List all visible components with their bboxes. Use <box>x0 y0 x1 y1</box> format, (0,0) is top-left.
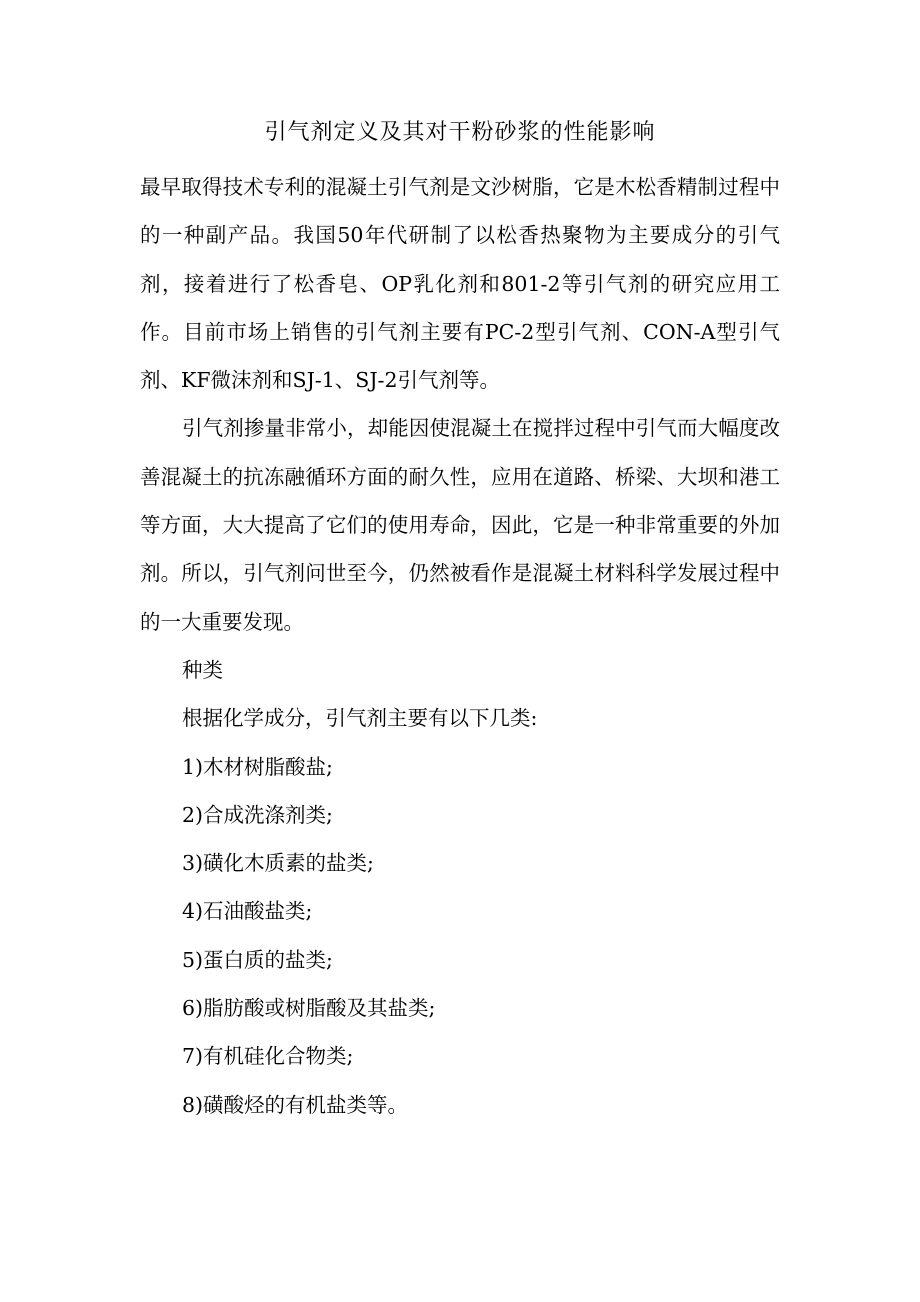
document-body <box>140 163 780 1129</box>
list-item: 1)木材树脂酸盐; <box>182 754 333 779</box>
paragraph-intro: 最早取得技术专利的混凝土引气剂是文沙树脂，它是木松香精制过程中的一种副产品。我国50年代研制了以松香热聚物为主要成分的引气剂，接着进行了松香皂、OP乳化剂和801-2等引气剂的研究应用工作。目前市场上销售的引气剂主要有PC-2型引气剂、CON-A型引气剂、KF微沫剂和SJ-1、SJ-2引气剂等。 <box>140 175 780 393</box>
list-item: 6)脂肪酸或树脂酸及其盐类; <box>182 996 436 1021</box>
list-item: 2)合成洗涤剂类; <box>182 802 333 827</box>
paragraph-usage: 引气剂掺量非常小，却能因使混凝土在搅拌过程中引气而大幅度改善混凝土的抗冻融循环方面的耐久性，应用在道路、桥梁、大坝和港工等方面，大大提高了它们的使用寿命，因此，它是一种非常重要的外加剂。所以，引气剂问世至今，仍然被看作是混凝土材料科学发展过程中的一大重要发现。 <box>140 416 780 634</box>
section-heading: 种类 <box>182 657 223 682</box>
list-item: 7)有机硅化合物类; <box>182 1044 354 1069</box>
list-item: 8)磺酸烃的有机盐类等。 <box>182 1092 409 1117</box>
list-intro: 根据化学成分，引气剂主要有以下几类: <box>182 706 538 731</box>
list-item: 4)石油酸盐类; <box>182 899 313 924</box>
list-item: 3)磺化木质素的盐类; <box>182 851 374 876</box>
document-title: 引气剂定义及其对干粉砂浆的性能影响 <box>264 120 656 145</box>
list-item: 5)蛋白质的盐类; <box>182 947 333 972</box>
